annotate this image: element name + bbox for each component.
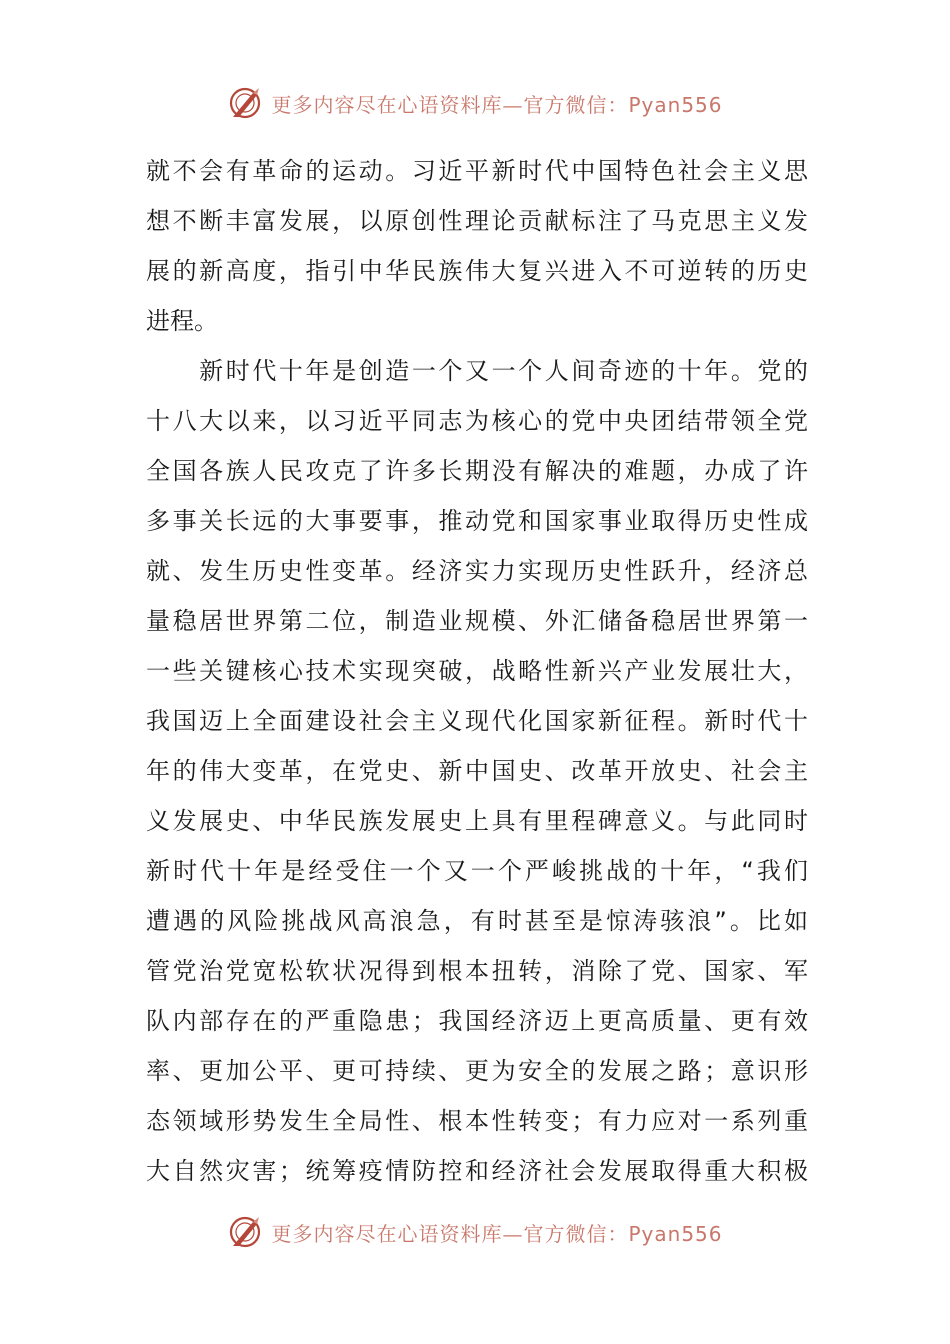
text-line: 管党治党宽松软状况得到根本扭转，消除了党、国家、军 xyxy=(146,957,808,985)
text-line: 新时代十年是创造一个又一个人间奇迹的十年。党的 xyxy=(146,357,808,385)
text-line: 一些关键核心技术实现突破，战略性新兴产业发展壮大， xyxy=(146,657,808,685)
footer-banner-text: 更多内容尽在心语资料库—官方微信：Pyan556 xyxy=(271,1221,723,1246)
footer-wechat-id: Pyan556 xyxy=(628,1221,723,1246)
paragraph xyxy=(146,346,808,1196)
text-line: 率、更加公平、更可持续、更为安全的发展之路；意识形 xyxy=(146,1057,808,1085)
header-banner-text: 更多内容尽在心语资料库—官方微信：Pyan556 xyxy=(271,92,723,117)
text-line: 态领域形势发生全局性、根本性转变；有力应对一系列重 xyxy=(146,1107,808,1135)
header-banner xyxy=(0,83,950,123)
header-wechat-id: Pyan556 xyxy=(628,92,723,117)
text-line: 展的新高度，指引中华民族伟大复兴进入不可逆转的历史 xyxy=(146,257,808,285)
text-line: 大自然灾害；统筹疫情防控和经济社会发展取得重大积极 xyxy=(146,1157,808,1185)
paragraph xyxy=(146,146,808,346)
quill-seal-icon xyxy=(227,1214,263,1250)
text-line: 想不断丰富发展，以原创性理论贡献标注了马克思主义发 xyxy=(146,207,808,235)
footer-banner xyxy=(0,1212,950,1252)
text-line: 年的伟大变革，在党史、新中国史、改革开放史、社会主 xyxy=(146,757,808,785)
text-line: 多事关长远的大事要事，推动党和国家事业取得历史性成 xyxy=(146,507,808,535)
text-line: 义发展史、中华民族发展史上具有里程碑意义。与此同时 xyxy=(146,807,808,835)
text-line: 进程。 xyxy=(146,307,218,335)
text-line: 就、发生历史性变革。经济实力实现历史性跃升，经济总 xyxy=(146,557,808,585)
document-body xyxy=(146,146,808,1196)
text-line: 新时代十年是经受住一个又一个严峻挑战的十年，“我们 xyxy=(146,857,808,885)
text-line: 全国各族人民攻克了许多长期没有解决的难题，办成了许 xyxy=(146,457,808,485)
text-line: 遭遇的风险挑战风高浪急，有时甚至是惊涛骇浪”。比如 xyxy=(146,907,808,935)
text-line: 十八大以来，以习近平同志为核心的党中央团结带领全党 xyxy=(146,407,808,435)
text-line: 队内部存在的严重隐患；我国经济迈上更高质量、更有效 xyxy=(146,1007,808,1035)
quill-seal-icon xyxy=(227,85,263,121)
text-line: 就不会有革命的运动。习近平新时代中国特色社会主义思 xyxy=(146,157,808,185)
text-line: 量稳居世界第二位，制造业规模、外汇储备稳居世界第一 xyxy=(146,607,808,635)
text-line: 我国迈上全面建设社会主义现代化国家新征程。新时代十 xyxy=(146,707,808,735)
